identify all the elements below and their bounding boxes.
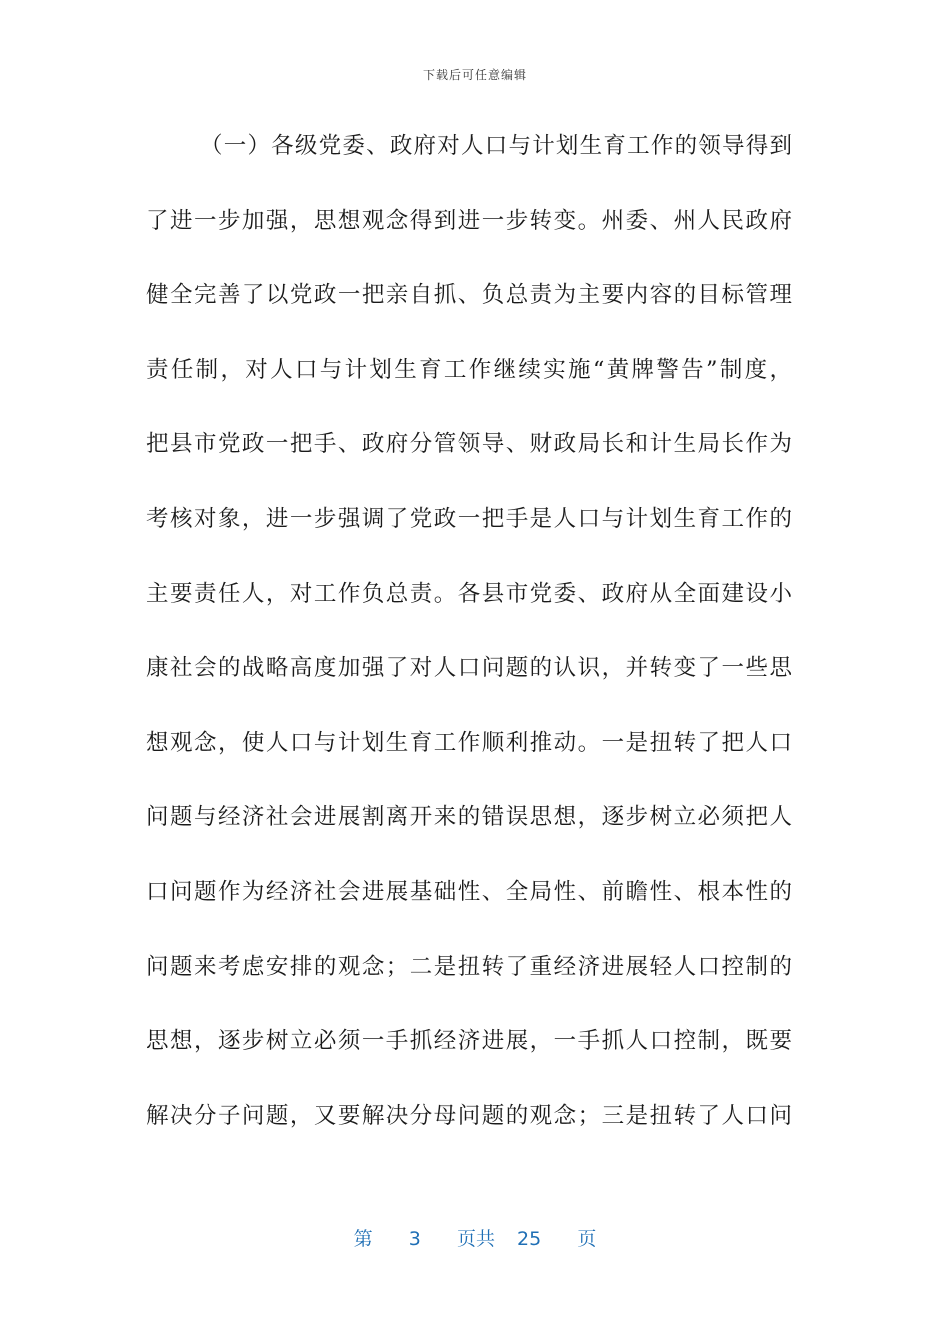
paragraph-line: 康社会的战略高度加强了对人口问题的认识，并转变了一些思 xyxy=(146,655,792,682)
download-note-header: 下载后可任意编辑 xyxy=(422,68,527,82)
page-footer xyxy=(0,1224,950,1251)
paragraph-line: 把县市党政一把手、政府分管领导、财政局长和计生局长作为 xyxy=(146,431,792,458)
paragraph-line: 口问题作为经济社会进展基础性、全局性、前瞻性、根本性的 xyxy=(146,878,792,905)
paragraph-line: （一）各级党委、政府对人口与计划生育工作的领导得到 xyxy=(200,133,792,159)
page-middle: 页共 xyxy=(456,1228,495,1250)
paragraph-line: 责任制，对人口与计划生育工作继续实施“黄牌警告”制度， xyxy=(146,356,792,383)
paragraph-line: 考核对象，进一步强调了党政一把手是人口与计划生育工作的 xyxy=(146,505,792,532)
paragraph-line: 解决分子问题，又要解决分母问题的观念；三是扭转了人口问 xyxy=(146,1102,792,1129)
paragraph-line: 想观念，使人口与计划生育工作顺利推动。一是扭转了把人口 xyxy=(146,729,792,756)
paragraph-line: 健全完善了以党政一把亲自抓、负总责为主要内容的目标管理 xyxy=(146,282,792,309)
document-body xyxy=(146,124,792,1168)
paragraph-line: 问题来考虑安排的观念；二是扭转了重经济进展轻人口控制的 xyxy=(146,953,792,980)
paragraph-line: 思想，逐步树立必须一手抓经济进展，一手抓人口控制，既要 xyxy=(146,1028,792,1055)
page-suffix: 页 xyxy=(577,1228,597,1250)
paragraph-line: 主要责任人，对工作负总责。各县市党委、政府从全面建设小 xyxy=(146,580,792,607)
total-pages: 25 xyxy=(517,1228,542,1250)
page-number: 3 xyxy=(408,1228,421,1250)
page-prefix: 第 xyxy=(353,1228,373,1250)
paragraph-line: 问题与经济社会进展割离开来的错误思想，逐步树立必须把人 xyxy=(146,804,792,831)
paragraph-line: 了进一步加强，思想观念得到进一步转变。州委、州人民政府 xyxy=(146,207,792,234)
